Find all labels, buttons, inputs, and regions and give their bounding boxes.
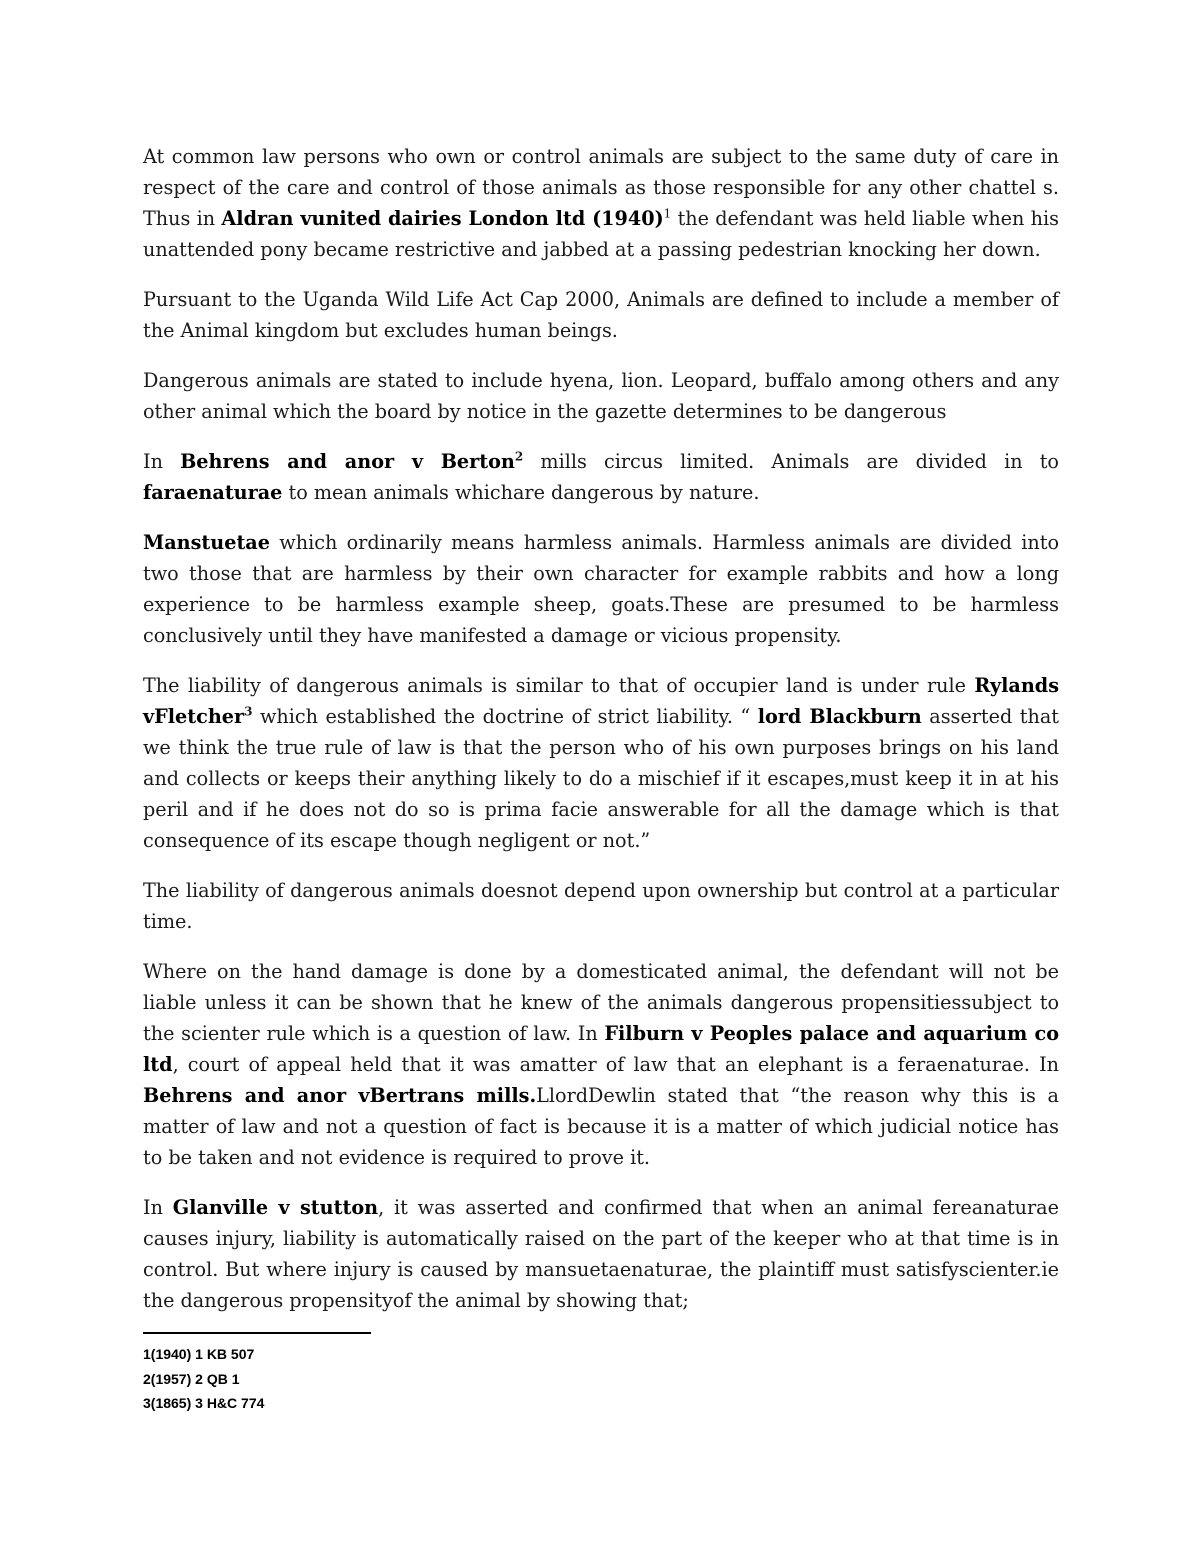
footnote-ref: 2 [514,449,524,464]
paragraph-1: At common law persons who own or control animals are subject to the same duty of care in respect of the care and control of those animals as those responsible for any other chattel s. Thus in Aldran vunited dairies London ltd $(1940)^1$ the defendant was held liable when his unattended pony became restrictive and jabbed at a passing pedestrian knocking her down. [143,145,1060,261]
case-name: Filburn v Peoples palace and aquarium co ltd [143,1022,1059,1076]
document-body [143,141,1059,1335]
case-name: Behrens and anor vBertrans mills. [143,1084,537,1107]
term: Manstuetae [143,531,270,554]
paragraph-3: Dangerous animals are stated to include hyena, lion. Leopard, buffalo among others and any other animal which the board by notice in the gazette determines to be dangerous [143,369,1059,423]
judge-name: lord Blackburn [757,705,922,728]
paragraph-9: In Glanville v stutton, it was asserted and confirmed that when an animal fereanaturae causes injury, liability is automatically raised on the part of the keeper who at that time is in control. But where injury is caused by mansuetaenaturae, the plaintiff must satisfyscienter.ie the dangerous propensityof the animal by showing that; [143,1196,1059,1312]
term: faraenaturae [143,481,283,504]
footnotes [143,1342,264,1416]
paragraph-2: Pursuant to the Uganda Wild Life Act Cap 2000, Animals are defined to include a member of the Animal kingdom but excludes human beings. [143,288,1059,342]
paragraph-5: Manstuetae which ordinarily means harmless animals. Harmless animals are divided into two those that are harmless by their own character for example rabbits and how a long experience to be harmless example sheep, goats.These are presumed to be harmless conclusively until they have manifested a damage or vicious propensity. [143,531,1059,647]
footnote-1: 1(1940) 1 KB 507 [143,1346,255,1362]
footnote-ref: 1 [663,206,672,221]
paragraph-6: The liability of dangerous animals is similar to that of occupier land is under rule Rylands vFletcher$^3$ which established the doctrine of strict liability. “ lord Blackburn asserted that we think the true rule of law is that the person who of his own purposes brings on his land and collects or keeps their anything likely to do a mischief if it escapes,must keep it in at his peril and if he does not do so is prima facie answerable for all the damage which is that consequence of its escape though negligent or not.” [143,674,1059,852]
case-name: Rylands vFletcher [143,674,1059,728]
case-name: Behrens and anor v Berton [180,450,515,473]
paragraph-4: In Behrens and anor v Berton$^2$ mills circus limited. Animals are divided in to faraenaturae to mean animals whichare dangerous by nature. [143,449,1059,504]
case-name: Glanville v stutton [172,1196,379,1219]
footnote-2: 2(1957) 2 QB 1 [143,1370,240,1387]
case-name: Aldran vunited dairies London ltd (1940) [221,207,664,230]
footnote-3: 3(1865) 3 H&C 774 [143,1395,265,1411]
paragraph-7: The liability of dangerous animals doesnot depend upon ownership but control at a particular time. [143,879,1059,933]
paragraph-8: Where on the hand damage is done by a domesticated animal, the defendant will not be liable unless it can be shown that he knew of the animals dangerous propensitiessubject to the scienter rule which is a question of law. In Filburn v Peoples palace and aquarium co ltd, court of appeal held that it was amatter of law that an elephant is a feraenaturae. In Behrens and anor vBertrans mills.LlordDewlin stated that “the reason why this is a matter of law and not a question of fact is because it is a matter of which judicial notice has to be taken and not evidence is required to prove it. [143,960,1059,1169]
footnote-ref: 3 [244,704,253,719]
footnote-separator [143,1332,371,1334]
